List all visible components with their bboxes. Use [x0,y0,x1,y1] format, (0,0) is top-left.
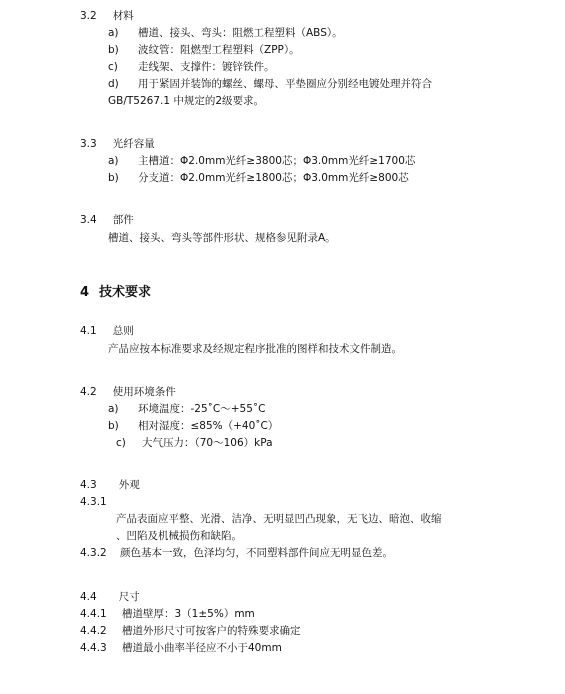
paragraph-continuation: 、凹陷及机械损伤和缺陷。 [116,530,242,542]
section-4-2-heading: 4.2 使用环境条件 [80,386,176,398]
paragraph: 产品表面应平整、光滑、洁净、无明显凹凸现象，无飞边、暗泡、收缩 [116,513,442,525]
section-4-3-2: 4.3.2 颜色基本一致，色泽均匀，不同塑料部件间应无明显色差。 [80,547,393,559]
section-3-4-heading: 3.4 部件 [80,214,134,226]
section-3-2-heading [80,9,134,23]
list-item: c) 走线架、支撑件：镀锌铁件。 [108,61,275,73]
section-4-1-heading: 4.1 总则 [80,325,134,337]
list-item: b) 相对湿度：≤85%（+40˚C） [108,420,279,432]
section-3-3-heading: 3.3 光纤容量 [80,138,155,150]
list-item: b) 波纹管：阻燃型工程塑料（ZPP）。 [108,44,300,56]
subsection-item: 4.4.1 槽道壁厚：3（1±5%）mm [80,608,255,620]
subsection-item: 4.4.2 槽道外形尺寸可按客户的特殊要求确定 [80,625,301,637]
list-item-continuation: GB/T5267.1 中规定的2级要求。 [108,95,265,107]
list-item: a) 环境温度：-25˚C～+55˚C [108,403,266,415]
paragraph: 产品应按本标准要求及经规定程序批准的图样和技术文件制造。 [108,343,402,355]
section-title: 材料 [112,10,134,22]
section-4-3-1-number: 4.3.1 [80,496,107,508]
section-4-3-heading: 4.3 外观 [80,479,140,491]
list-item: a) 主槽道：Φ2.0mm光纤≥3800芯；Φ3.0mm光纤≥1700芯 [108,155,416,167]
list-item: b) 分支道：Φ2.0mm光纤≥1800芯；Φ3.0mm光纤≥800芯 [108,172,409,184]
subsection-item: 4.4.3 槽道最小曲率半径应不小于40mm [80,642,282,654]
list-item: d) 用于紧固并装饰的螺丝、螺母、平垫圈应分别经电镀处理并符合 [108,78,432,90]
list-item: c) 大气压力：（70～106）kPa [116,437,273,449]
section-4-4-heading: 4.4 尺寸 [80,591,140,603]
section-number: 3.2 [80,10,97,22]
list-item: a) 槽道、接头、弯头：阻燃工程塑料（ABS）。 [108,27,343,39]
chapter-4-heading: 4 技术要求 [80,285,152,300]
paragraph: 槽道、接头、弯头等部件形状、规格参见附录A。 [108,232,336,244]
